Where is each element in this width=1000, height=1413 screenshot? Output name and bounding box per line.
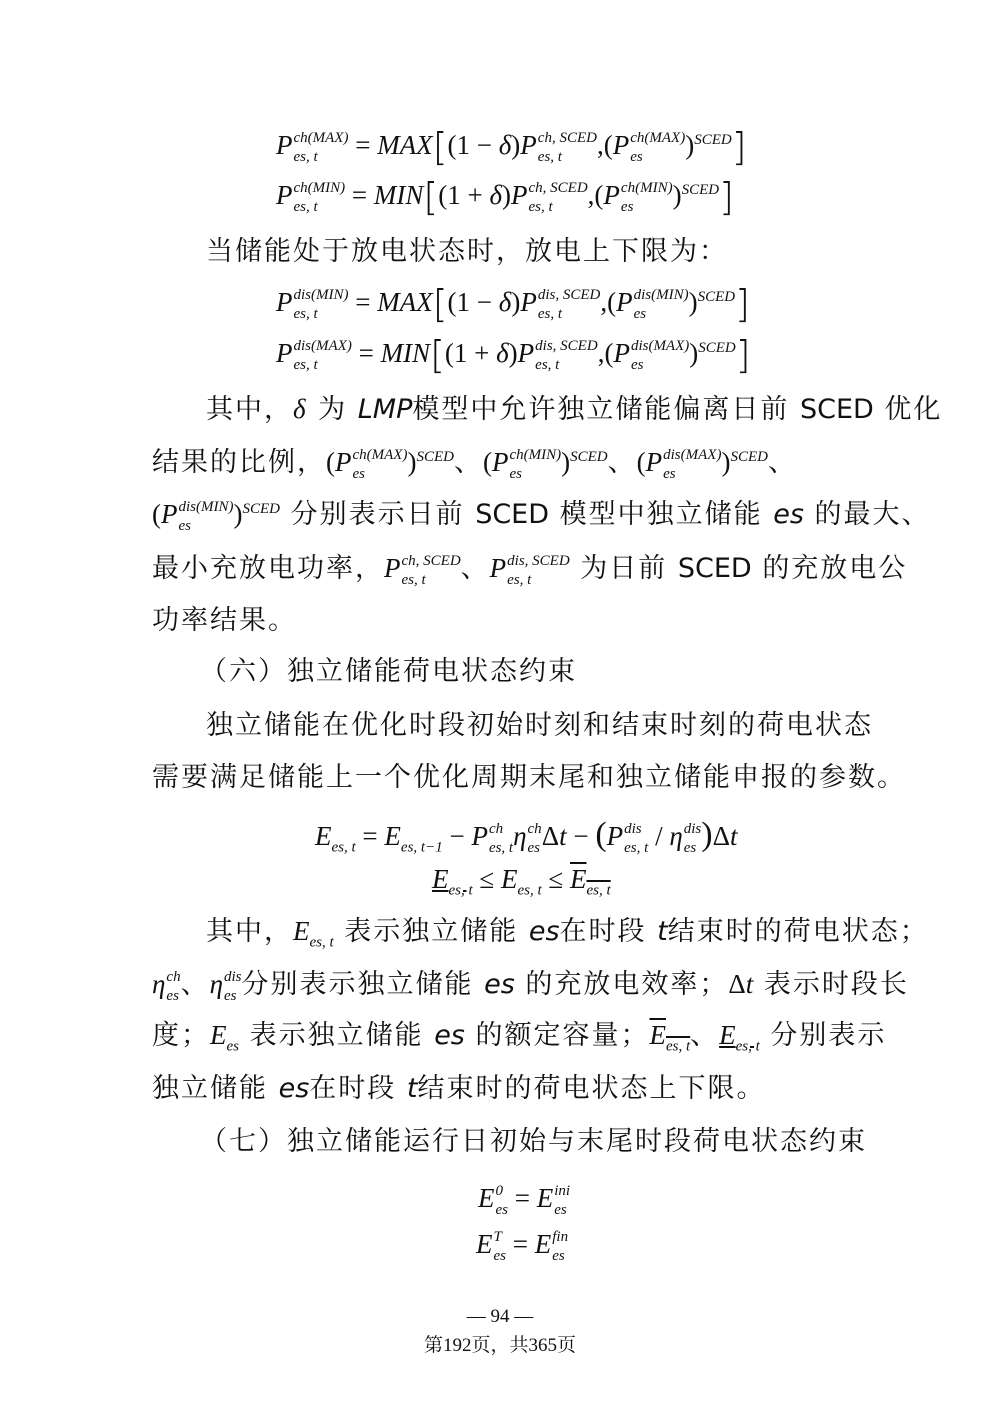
paragraph-line <box>152 553 908 588</box>
page-number: — 94 — <box>466 1306 534 1327</box>
paragraph-line <box>152 499 931 534</box>
text-run: 分别表示 <box>770 1020 887 1051</box>
paragraph-line <box>152 969 909 1004</box>
page-info: 第192页，共365页 <box>423 1335 576 1356</box>
separator: 、 <box>690 1020 720 1051</box>
text-run: 度； <box>152 1020 210 1051</box>
math-inline: P dis, SCED es, t <box>489 553 570 588</box>
es-label: es <box>528 916 560 947</box>
math-inline: η ch es <box>152 969 181 1004</box>
section-heading: （七）独立储能运行日初始与末尾时段荷电状态约束 <box>200 1126 867 1157</box>
math-inline: η dis es <box>209 969 242 1004</box>
t-label: t <box>657 916 668 947</box>
text-run: 表示时段长 <box>763 969 909 1001</box>
es-label: es <box>434 1020 465 1051</box>
equation-soc-update: $E_{es, t} = E_{es, t-1} - P$ ch es, t η ch es Δt − (P dis es, t / η dis es )Δt <box>315 816 738 856</box>
lmp-label: LMP <box>357 394 413 425</box>
text-run: 的充放电公 <box>762 553 908 585</box>
sced-label: SCED <box>677 553 752 585</box>
text-run: 的额定容量； <box>475 1020 650 1051</box>
text-run: 表示独立储能 <box>249 1020 424 1051</box>
sced-label: SCED <box>475 499 550 531</box>
paragraph-line: 需要满足储能上一个优化周期末尾和独立储能申报的参数。 <box>152 762 906 793</box>
text-run: 模型中独立储能 <box>559 499 763 531</box>
sced-label: SCED <box>799 394 874 425</box>
text-run: 的最大、 <box>814 499 931 531</box>
t-label: t <box>406 1073 418 1104</box>
separator: 、 <box>607 447 637 479</box>
separator: 、 <box>180 969 210 1001</box>
math-inline: (P dis(MIN) es )$^{SCED}$ <box>152 499 280 534</box>
separator: 、 <box>767 447 797 479</box>
text-run: 分别表示日前 <box>290 499 465 531</box>
math-inline: Δt <box>728 969 754 1000</box>
equation-soc-bounds: $E_{es, t} \le E_{es, t} \le E_{es, t}$ <box>432 864 611 899</box>
text-run: 独立储能 <box>152 1073 268 1104</box>
text-run: 结束时的荷电状态； <box>667 916 929 947</box>
text-run: 分别表示独立储能 <box>241 969 474 1001</box>
paragraph-line: 独立储能在优化时段初始时刻和结束时刻的荷电状态 <box>206 710 873 741</box>
math-inline: $E_{es, t}$ <box>293 916 334 951</box>
math-inline: $E_{es, t}$ <box>719 1020 760 1055</box>
es-label: es <box>773 499 804 531</box>
paragraph-line <box>152 1020 887 1055</box>
text-run: 在时段 <box>559 916 647 947</box>
text-run: 其中， <box>206 394 293 425</box>
math-inline: $E_{es, t}$ <box>649 1020 691 1055</box>
separator: 、 <box>453 447 483 479</box>
delta-symbol: δ <box>293 394 308 424</box>
math-inline: $E_{es}$ <box>210 1020 239 1055</box>
es-label: es <box>278 1073 310 1104</box>
text-run: 结束时的荷电状态上下限。 <box>417 1073 766 1104</box>
text-run: 在时段 <box>309 1073 397 1104</box>
equation-initial-soc: E 0 es = E ini es <box>478 1183 571 1218</box>
math-inline: (P dis(MAX) es )$^{SCED}$ <box>636 447 768 482</box>
math-inline: (P ch(MIN) es )$^{SCED}$ <box>482 447 608 482</box>
text-run: 为日前 <box>580 553 668 585</box>
text-run: 其中， <box>206 916 293 947</box>
text-run: 模型中允许独立储能偏离日前 <box>412 394 790 425</box>
paragraph-line <box>206 916 929 951</box>
discharge-intro-text: 当储能处于放电状态时，放电上下限为： <box>206 236 728 267</box>
text-run: 结果的比例， <box>152 447 326 479</box>
section-heading: （六）独立储能荷电状态约束 <box>200 656 577 687</box>
paragraph-line <box>152 1075 852 1102</box>
equation-discharge-min: P dis(MIN) es, t = MAX[(1 − δ)P dis, SCED es, t ,(P dis(MIN) es )$^{SCED}$] <box>276 282 750 326</box>
text-run: 优化 <box>884 394 943 425</box>
paragraph-line: 功率结果。 <box>152 605 297 636</box>
paragraph-line <box>206 394 943 425</box>
equation-charge-min: P ch(MIN) es, t = MIN[(1 + δ)P ch, SCED es, t ,(P ch(MIN) es )$^{SCED}$] <box>276 175 734 219</box>
text-run: 为 <box>318 394 348 425</box>
math-inline: P ch, SCED es, t <box>384 553 461 588</box>
math-inline: (P ch(MAX) es )$^{SCED}$ <box>326 447 454 482</box>
text-run: 最小充放电功率， <box>152 553 384 585</box>
equation-discharge-max: P dis(MAX) es, t = MIN[(1 + δ)P dis, SCED es, t ,(P dis(MAX) es )$^{SCED}$] <box>276 333 751 377</box>
text-run: 表示独立储能 <box>344 916 519 947</box>
equation-charge-max: P ch(MAX) es, t = MAX[(1 − δ)P ch, SCED es, t ,(P ch(MAX) es )$^{SCED}$] <box>276 125 747 169</box>
text-run: 的充放电效率； <box>525 969 729 1001</box>
equation-final-soc: E T es = E fin es <box>476 1229 569 1264</box>
separator: 、 <box>460 553 490 585</box>
paragraph-line <box>152 448 852 482</box>
es-label: es <box>484 969 515 1001</box>
